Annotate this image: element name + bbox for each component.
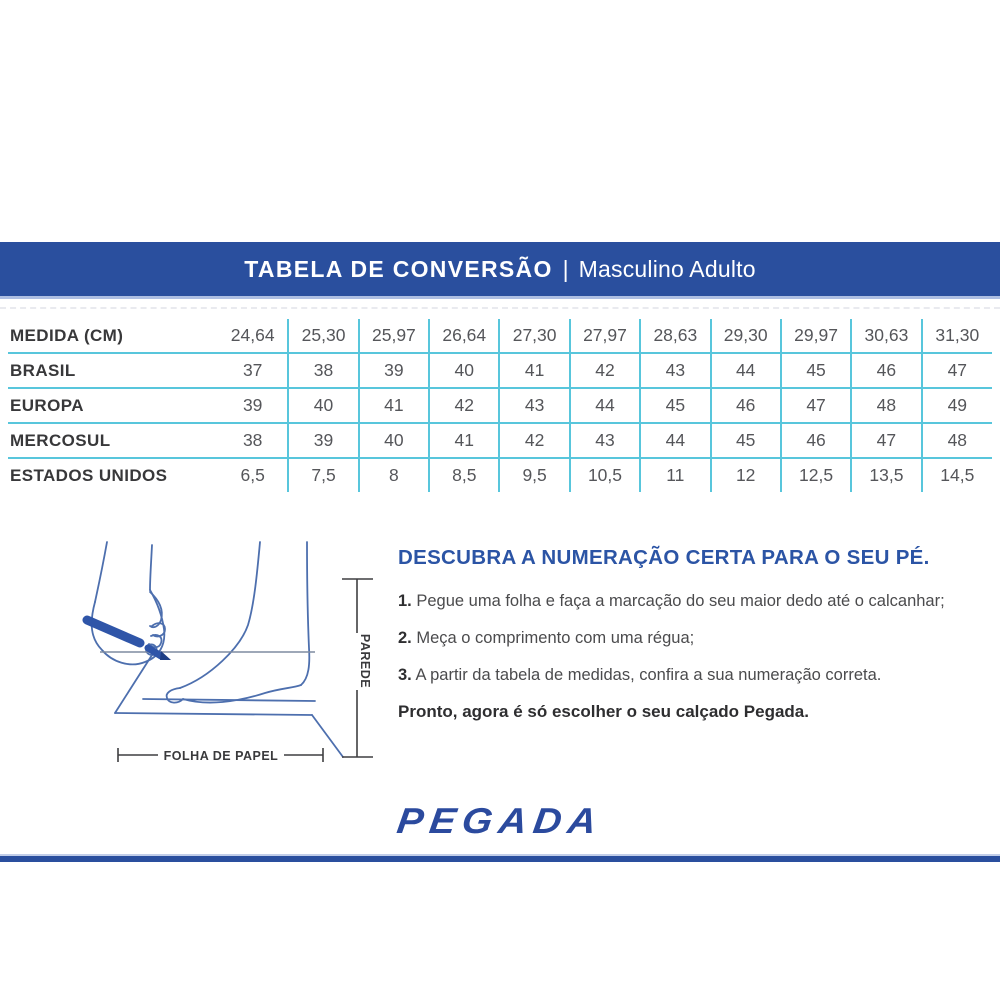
size-value: 40	[288, 388, 358, 423]
step-number: 3.	[398, 666, 412, 684]
size-value: 47	[781, 388, 851, 423]
size-value: 45	[640, 388, 710, 423]
size-value: 42	[429, 388, 499, 423]
logo-row	[0, 800, 1000, 842]
paper-outline	[115, 713, 312, 715]
size-value: 37	[218, 353, 288, 388]
size-value: 45	[711, 423, 781, 458]
size-value: 10,5	[570, 458, 640, 492]
step-number: 1.	[398, 592, 412, 610]
size-value: 8	[359, 458, 429, 492]
size-value: 49	[922, 388, 992, 423]
size-value: 40	[429, 353, 499, 388]
size-value: 41	[359, 388, 429, 423]
size-value: 45	[781, 353, 851, 388]
size-value: 39	[359, 353, 429, 388]
size-value: 28,63	[640, 319, 710, 353]
table-row	[8, 423, 992, 458]
conversion-table-wrap	[8, 319, 992, 492]
size-value: 43	[499, 388, 569, 423]
size-value: 12,5	[781, 458, 851, 492]
size-value: 11	[640, 458, 710, 492]
row-label: EUROPA	[8, 388, 218, 423]
row-label: MEDIDA (CM)	[8, 319, 218, 353]
size-value: 14,5	[922, 458, 992, 492]
size-value: 31,30	[922, 319, 992, 353]
size-value: 40	[359, 423, 429, 458]
table-row	[8, 458, 992, 492]
size-value: 44	[711, 353, 781, 388]
row-label: BRASIL	[8, 353, 218, 388]
size-value: 48	[922, 423, 992, 458]
size-value: 47	[922, 353, 992, 388]
foot-measurement-illustration	[60, 530, 390, 780]
table-row	[8, 388, 992, 423]
size-value: 13,5	[851, 458, 921, 492]
arm-lines	[95, 542, 107, 602]
size-value: 44	[570, 388, 640, 423]
size-value: 27,97	[570, 319, 640, 353]
size-value: 25,30	[288, 319, 358, 353]
size-value: 6,5	[240, 465, 265, 485]
step-text: A partir da tabela de medidas, confira a sua numeração correta.	[411, 666, 882, 684]
size-value: 41	[499, 353, 569, 388]
size-value: 38	[288, 353, 358, 388]
instruction-step	[398, 591, 990, 612]
size-value: 30,63	[851, 319, 921, 353]
size-value: 7,5	[288, 458, 358, 492]
size-value: 39	[218, 388, 288, 423]
size-value: 39	[288, 423, 358, 458]
step-text: Meça o comprimento com uma régua;	[411, 629, 695, 647]
instruction-step	[398, 628, 990, 649]
dashed-separator	[0, 307, 1000, 309]
size-value: 47	[851, 423, 921, 458]
size-value: 43	[570, 423, 640, 458]
pencil-icon	[87, 620, 171, 660]
size-value: 42	[570, 353, 640, 388]
size-value: 46	[851, 353, 921, 388]
instructions-block	[398, 546, 990, 722]
header-title: TABELA DE CONVERSÃO	[244, 255, 553, 282]
header-subtitle: Masculino Adulto	[578, 255, 756, 282]
size-value: 43	[640, 353, 710, 388]
step-number: 2.	[398, 629, 412, 647]
pegada-logo: PEGADA	[394, 800, 606, 841]
size-value: 8,5	[429, 458, 499, 492]
header-bar	[0, 242, 1000, 299]
header-divider: |	[562, 255, 569, 282]
instruction-step	[398, 665, 990, 686]
size-value: 26,64	[429, 319, 499, 353]
size-value: 12	[711, 458, 781, 492]
row-label: ESTADOS UNIDOS	[10, 465, 168, 485]
wall-label: PAREDE	[358, 633, 372, 689]
size-value: 29,97	[781, 319, 851, 353]
table-row	[8, 319, 992, 353]
size-value: 25,97	[359, 319, 429, 353]
size-value: 42	[499, 423, 569, 458]
size-value: 44	[640, 423, 710, 458]
row-label: MERCOSUL	[8, 423, 218, 458]
size-value: 29,30	[711, 319, 781, 353]
size-value: 41	[429, 423, 499, 458]
foot-outline	[180, 542, 260, 688]
size-value: 24,64	[218, 319, 288, 353]
instructions-conclusion: Pronto, agora é só escolher o seu calçado Pegada.	[398, 702, 809, 721]
bottom-accent-bar	[0, 854, 1000, 862]
instructions-steps	[398, 591, 990, 686]
size-value: 46	[711, 388, 781, 423]
step-text: Pegue uma folha e faça a marcação do seu maior dedo até o calcanhar;	[411, 592, 945, 610]
size-value: 48	[851, 388, 921, 423]
conversion-table-body	[8, 319, 992, 492]
table-row	[8, 353, 992, 388]
conversion-table	[8, 319, 992, 492]
size-value: 46	[781, 423, 851, 458]
paper-label: FOLHA DE PAPEL	[163, 749, 279, 763]
size-value: 27,30	[499, 319, 569, 353]
size-value: 9,5	[499, 458, 569, 492]
instructions-title: DESCUBRA A NUMERAÇÃO CERTA PARA O SEU PÉ.	[398, 546, 930, 569]
size-value: 38	[218, 423, 288, 458]
